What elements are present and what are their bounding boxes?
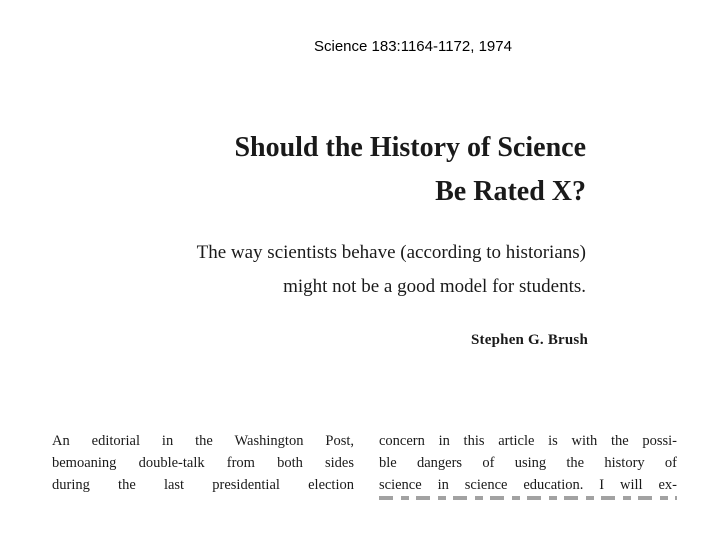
citation: Science 183:1164-1172, 1974 [314,38,512,55]
title-line-1: Should the History of Science [234,132,586,163]
author-byline: Stephen G. Brush [471,332,588,348]
subtitle-line-2: might not be a good model for students. [283,276,586,297]
body-line: ble dangers of using the history of [379,455,677,471]
body-line: bemoaning double-talk from both sides [52,455,354,471]
body-column-left [52,430,354,496]
body-line: An editorial in the Washington Post, [52,433,354,449]
title-line-2: Be Rated X? [435,176,586,207]
body-line: during the last presidential election [52,477,354,493]
body-line: concern in this article is with the possi- [379,433,677,449]
article-title [234,126,586,214]
cropped-text-fragment [379,496,677,500]
article-subtitle [197,236,586,304]
body-line: science in science education. I will ex- [379,477,677,493]
subtitle-line-1: The way scientists behave (according to historians) [196,242,586,263]
body-column-right [379,430,677,496]
